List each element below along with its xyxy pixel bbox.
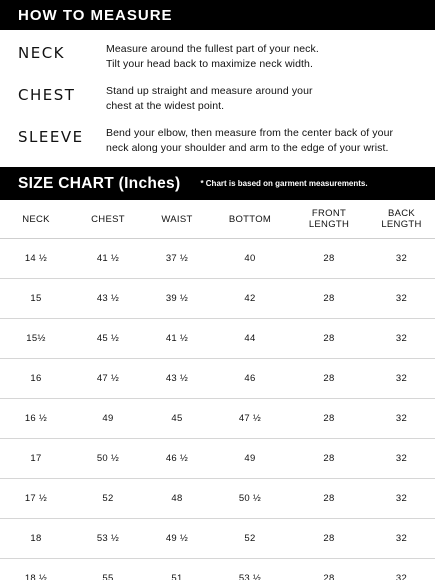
cell-waist: 39 ½ <box>144 279 210 319</box>
measure-description <box>106 126 393 156</box>
table-row <box>0 239 435 279</box>
cell-chest: 50 ½ <box>72 439 144 479</box>
cell-neck: 15 <box>0 279 72 319</box>
header-label: WAIST <box>161 213 193 225</box>
header-bottom <box>210 200 290 239</box>
cell-neck: 14 ½ <box>0 239 72 279</box>
table-row <box>0 279 435 319</box>
cell-neck: 17 ½ <box>0 479 72 519</box>
header-back-length <box>368 200 435 239</box>
header-waist <box>144 200 210 239</box>
size-chart-note: * Chart is based on garment measurements. <box>200 179 368 188</box>
cell-bottom: 50 ½ <box>210 479 290 519</box>
measure-description <box>106 84 313 114</box>
measure-term: SLEEVE <box>18 128 84 146</box>
header-front-length <box>290 200 368 239</box>
measure-row-sleeve <box>0 126 435 156</box>
header-label: LENGTH <box>381 219 422 230</box>
cell-bottom: 47 ½ <box>210 399 290 439</box>
cell-chest: 53 ½ <box>72 519 144 559</box>
cell-front-length: 28 <box>290 479 368 519</box>
cell-front-length: 28 <box>290 439 368 479</box>
cell-bottom: 42 <box>210 279 290 319</box>
measure-description <box>106 42 319 72</box>
cell-front-length: 28 <box>290 239 368 279</box>
cell-bottom: 49 <box>210 439 290 479</box>
table-row <box>0 439 435 479</box>
size-chart-table <box>0 200 435 580</box>
table-row <box>0 359 435 399</box>
cell-bottom: 46 <box>210 359 290 399</box>
header-neck <box>0 200 72 239</box>
header-label: LENGTH <box>308 219 350 230</box>
cell-front-length: 28 <box>290 359 368 399</box>
measure-term: CHEST <box>18 86 76 104</box>
cell-chest: 41 ½ <box>72 239 144 279</box>
cell-front-length: 28 <box>290 399 368 439</box>
cell-front-length: 28 <box>290 559 368 580</box>
measure-line: neck along your shoulder and arm to the edge of your wrist. <box>106 142 389 154</box>
size-chart-header-row <box>0 200 435 239</box>
cell-chest: 52 <box>72 479 144 519</box>
cell-waist: 45 <box>144 399 210 439</box>
header-label: BOTTOM <box>228 213 272 225</box>
how-to-measure-banner <box>0 0 435 30</box>
how-to-measure-title: HOW TO MEASURE <box>18 6 173 24</box>
measure-term: NECK <box>18 44 66 62</box>
cell-back-length: 32 <box>368 439 435 479</box>
measure-instructions <box>0 30 435 167</box>
cell-waist: 51 <box>144 559 210 580</box>
header-label: CHEST <box>91 213 125 225</box>
size-chart-title: SIZE CHART (Inches) <box>18 174 181 192</box>
cell-waist: 46 ½ <box>144 439 210 479</box>
cell-neck: 17 <box>0 439 72 479</box>
cell-waist: 43 ½ <box>144 359 210 399</box>
table-row <box>0 479 435 519</box>
cell-waist: 37 ½ <box>144 239 210 279</box>
cell-back-length: 32 <box>368 239 435 279</box>
size-chart-body <box>0 239 435 580</box>
cell-waist: 41 ½ <box>144 319 210 359</box>
cell-bottom: 40 <box>210 239 290 279</box>
cell-bottom: 53 ½ <box>210 559 290 580</box>
cell-neck: 15½ <box>0 319 72 359</box>
measure-line: chest at the widest point. <box>106 100 225 112</box>
cell-chest: 47 ½ <box>72 359 144 399</box>
cell-neck: 16 ½ <box>0 399 72 439</box>
header-label: NECK <box>22 213 50 225</box>
size-chart-banner <box>0 167 435 200</box>
cell-back-length: 32 <box>368 359 435 399</box>
table-row <box>0 319 435 359</box>
cell-back-length: 32 <box>368 319 435 359</box>
measure-row-neck <box>0 42 435 72</box>
cell-chest: 43 ½ <box>72 279 144 319</box>
cell-back-length: 32 <box>368 479 435 519</box>
measure-line: Bend your elbow, then measure from the center back of your <box>106 127 394 139</box>
header-label: BACK <box>387 208 416 219</box>
measure-row-chest <box>0 84 435 114</box>
table-row <box>0 519 435 559</box>
cell-chest: 45 ½ <box>72 319 144 359</box>
measure-line: Tilt your head back to maximize neck width. <box>106 58 313 70</box>
measure-line: Stand up straight and measure around your <box>106 85 313 97</box>
cell-front-length: 28 <box>290 279 368 319</box>
table-row <box>0 559 435 580</box>
cell-chest: 55 <box>72 559 144 580</box>
measure-line: Measure around the fullest part of your neck. <box>106 43 319 55</box>
table-row <box>0 399 435 439</box>
cell-chest: 49 <box>72 399 144 439</box>
cell-neck: 16 <box>0 359 72 399</box>
cell-front-length: 28 <box>290 319 368 359</box>
cell-front-length: 28 <box>290 519 368 559</box>
cell-waist: 49 ½ <box>144 519 210 559</box>
cell-back-length: 32 <box>368 559 435 580</box>
cell-back-length: 32 <box>368 519 435 559</box>
cell-neck: 18 <box>0 519 72 559</box>
cell-back-length: 32 <box>368 279 435 319</box>
header-chest <box>72 200 144 239</box>
cell-neck: 18 ½ <box>0 559 72 580</box>
cell-back-length: 32 <box>368 399 435 439</box>
cell-bottom: 52 <box>210 519 290 559</box>
cell-waist: 48 <box>144 479 210 519</box>
cell-bottom: 44 <box>210 319 290 359</box>
header-label: FRONT <box>311 208 347 219</box>
